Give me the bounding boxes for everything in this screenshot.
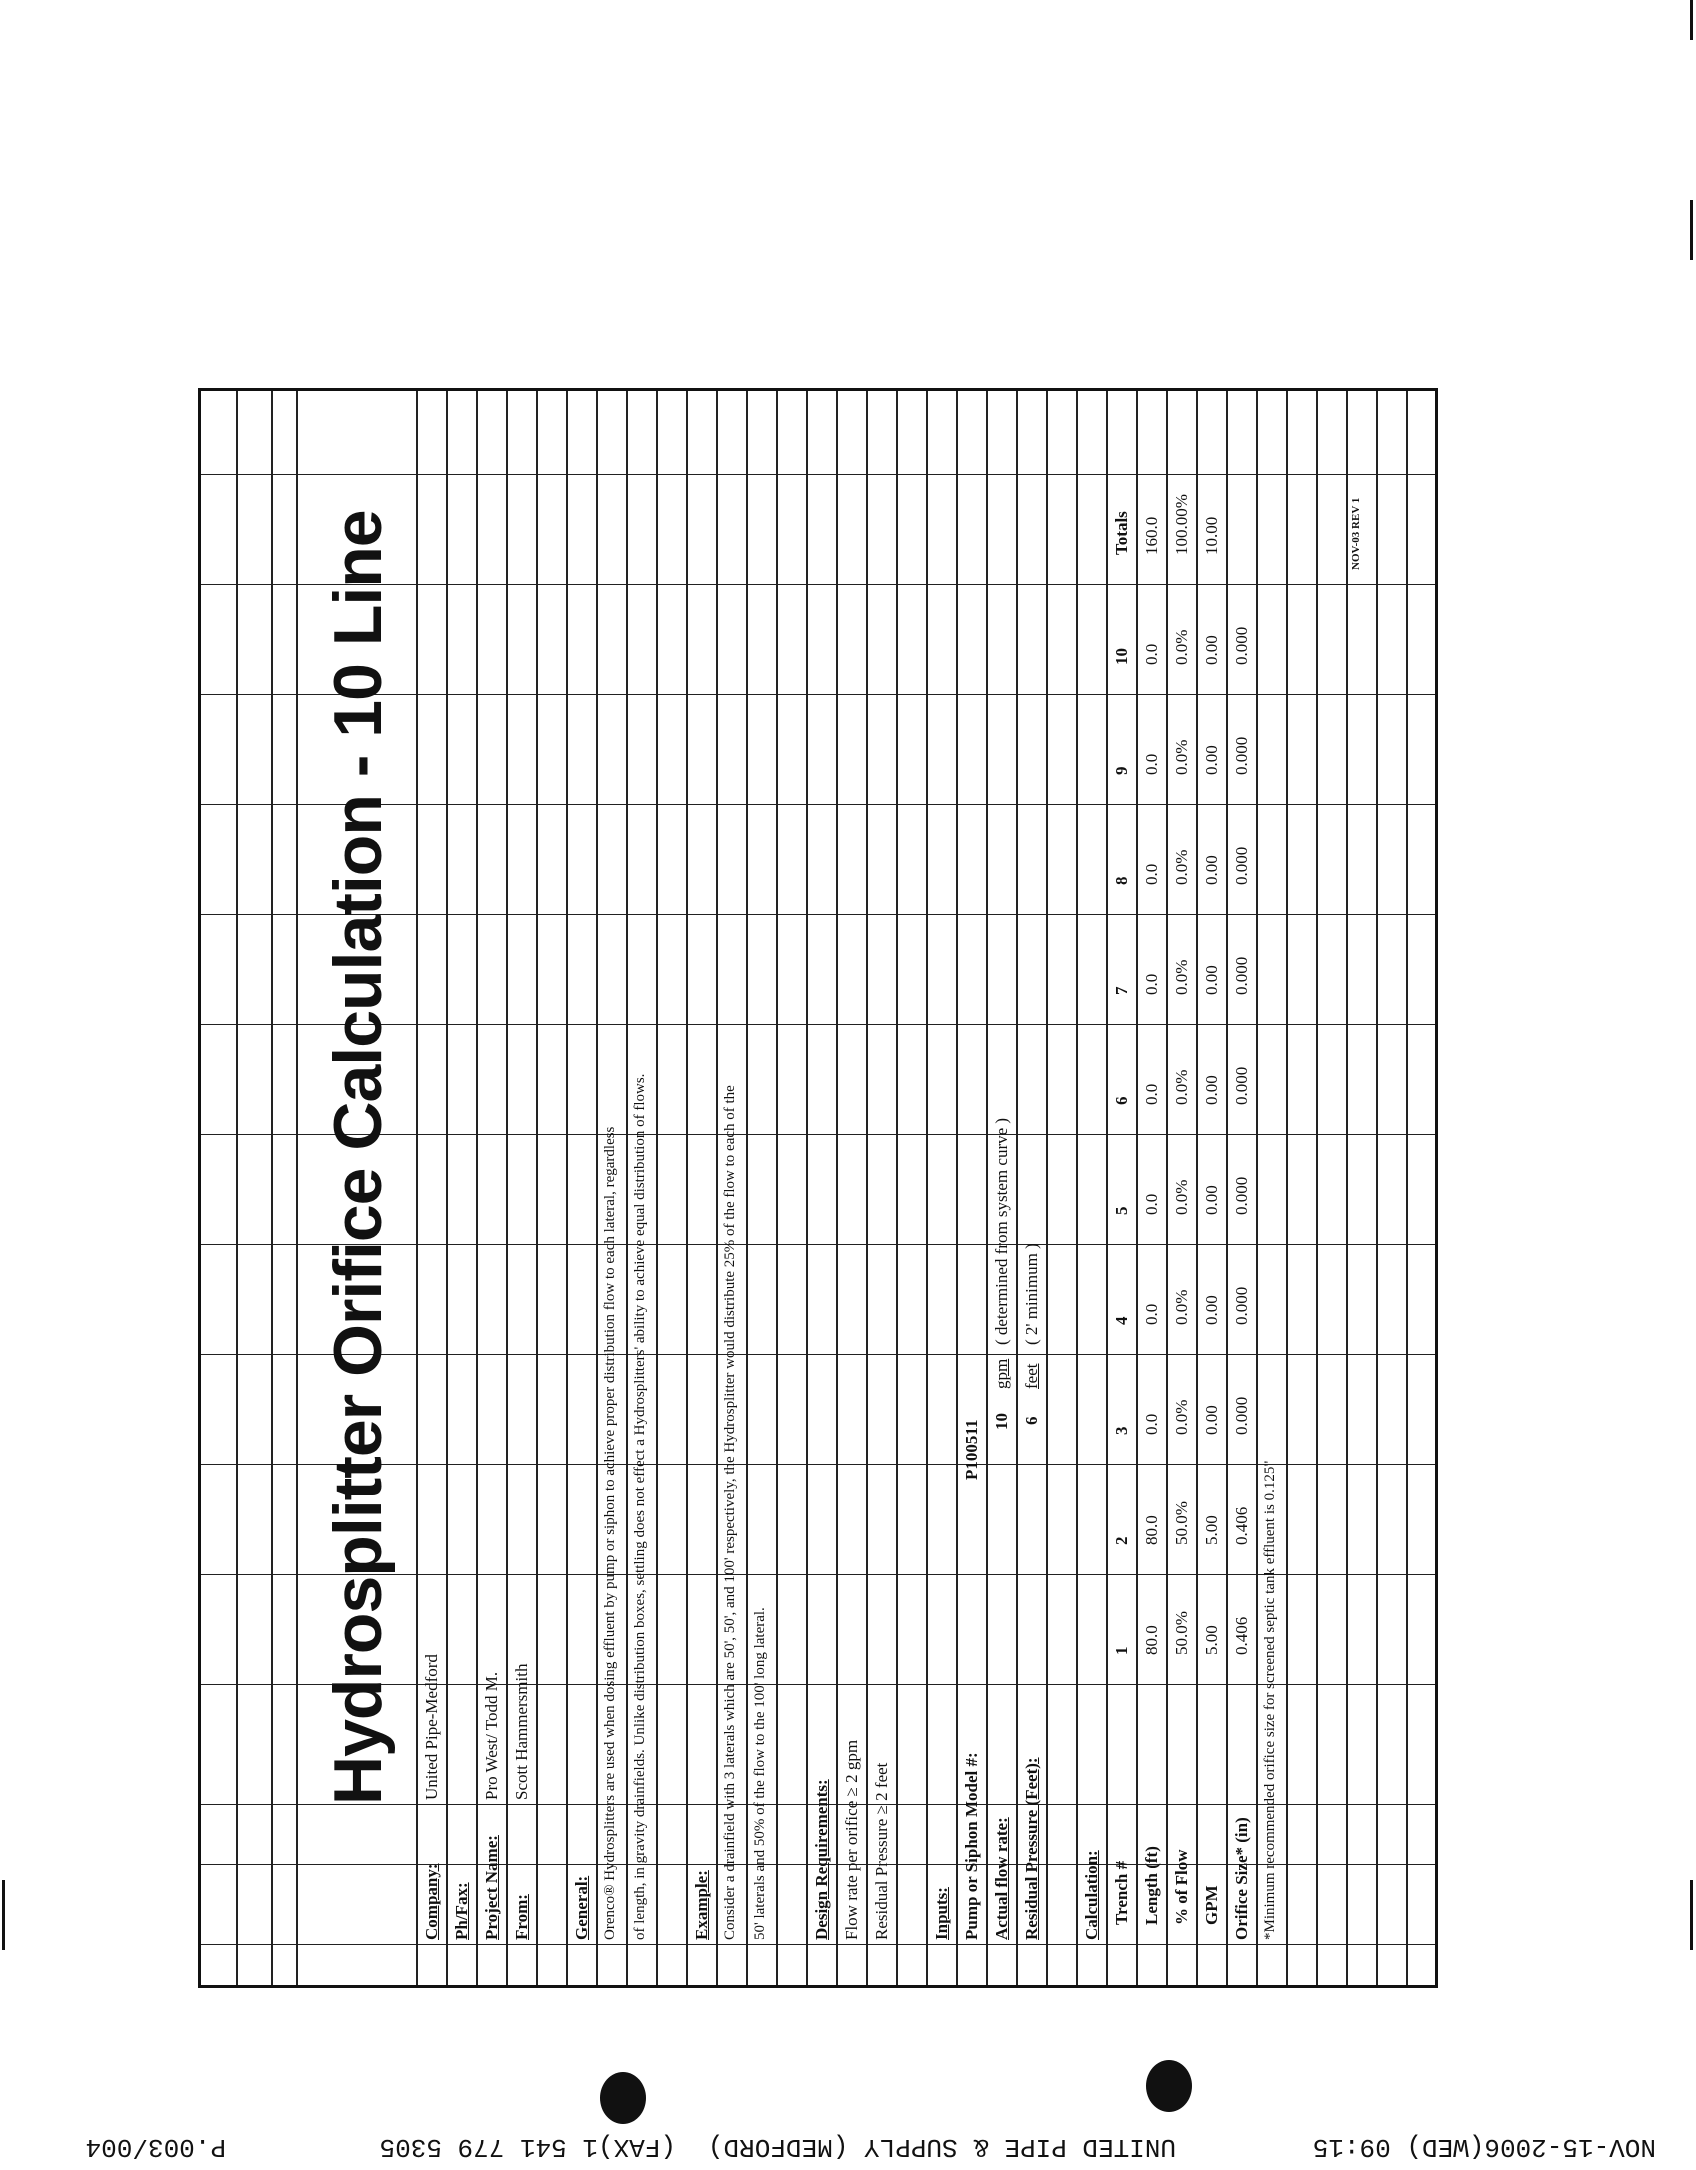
project-name-label: Project Name: xyxy=(482,1835,501,1940)
general-text-line-2: of length, in gravity drainfields. Unlike distribution boxes, settling does not effect a Hydrosplitters' ability to achieve equal distribution of flows. xyxy=(632,1073,648,1940)
general-heading: General: xyxy=(572,1875,591,1940)
cell-trench-number: 1 xyxy=(1112,1646,1131,1655)
project-name-value: Pro West/ Todd M. xyxy=(482,1671,501,1800)
pump-model-label: Pump or Siphon Model #: xyxy=(962,1752,981,1940)
design-requirements-heading: Design Requirements: xyxy=(812,1779,831,1940)
cell-percent-flow: 100.00% xyxy=(1172,494,1191,555)
scan-edge-mark xyxy=(2,1880,5,1950)
design-requirement-pressure: Residual Pressure ≥ 2 feet xyxy=(872,1762,891,1940)
row-label-gpm: GPM xyxy=(1202,1885,1221,1925)
cell-gpm: 0.00 xyxy=(1202,635,1221,665)
fax-page-count: P.003/004 xyxy=(85,2132,226,2162)
flow-rate-value: 10 xyxy=(992,1413,1011,1430)
cell-percent-flow: 0.0% xyxy=(1172,1069,1191,1105)
cell-gpm: 5.00 xyxy=(1202,1515,1221,1545)
cell-gpm: 0.00 xyxy=(1202,965,1221,995)
cell-orifice-size: 0.406 xyxy=(1232,1616,1251,1655)
cell-gpm: 0.00 xyxy=(1202,745,1221,775)
cell-gpm: 0.00 xyxy=(1202,1075,1221,1105)
cell-percent-flow: 0.0% xyxy=(1172,1289,1191,1325)
phfax-label: Ph/Fax: xyxy=(452,1882,471,1940)
cell-length: 0.0 xyxy=(1142,863,1161,885)
worksheet-grid xyxy=(198,388,1438,1988)
fax-sender: UNITED PIPE & SUPPLY (MEDFORD) xyxy=(707,2132,1176,2162)
residual-pressure-label: Residual Pressure (Feet): xyxy=(1022,1757,1041,1940)
cell-length: 0.0 xyxy=(1142,1083,1161,1105)
cell-orifice-size: 0.000 xyxy=(1232,1396,1251,1435)
flow-rate-unit: gpm xyxy=(992,1358,1011,1389)
fax-number: (FAX)1 541 779 5305 xyxy=(379,2132,676,2162)
cell-length: 0.0 xyxy=(1142,1413,1161,1435)
company-label: Company: xyxy=(422,1863,441,1940)
cell-trench-number: Totals xyxy=(1112,511,1131,555)
page-title: Hydrosplitter Orifice Calculation - 10 Line xyxy=(320,510,396,1805)
example-text-line-2: 50' laterals and 50% of the flow to the 100' long lateral. xyxy=(752,1607,768,1940)
residual-pressure-unit: feet xyxy=(1022,1363,1041,1389)
cell-trench-number: 2 xyxy=(1112,1536,1131,1545)
cell-percent-flow: 50.0% xyxy=(1172,1501,1191,1545)
cell-gpm: 0.00 xyxy=(1202,1405,1221,1435)
rotated-worksheet xyxy=(198,388,1438,1988)
cell-orifice-size: 0.000 xyxy=(1232,956,1251,995)
footnote: *Minimum recommended orifice size for screened septic tank effluent is 0.125" xyxy=(1262,1460,1278,1940)
cell-percent-flow: 0.0% xyxy=(1172,1179,1191,1215)
punch-hole xyxy=(600,2072,646,2124)
cell-gpm: 5.00 xyxy=(1202,1625,1221,1655)
row-label-percent-flow: % of Flow xyxy=(1172,1849,1191,1925)
cell-trench-number: 10 xyxy=(1112,648,1131,665)
cell-length: 160.0 xyxy=(1142,516,1161,555)
scan-edge-mark xyxy=(1690,1880,1693,1950)
cell-length: 80.0 xyxy=(1142,1515,1161,1545)
from-value: Scott Hammersmith xyxy=(512,1663,531,1800)
cell-percent-flow: 0.0% xyxy=(1172,629,1191,665)
cell-trench-number: 5 xyxy=(1112,1206,1131,1215)
cell-length: 0.0 xyxy=(1142,643,1161,665)
scan-edge-mark xyxy=(1690,200,1693,260)
cell-length: 0.0 xyxy=(1142,1303,1161,1325)
residual-pressure-note: ( 2' minimum ) xyxy=(1022,1243,1041,1345)
cell-gpm: 0.00 xyxy=(1202,855,1221,885)
cell-orifice-size: 0.000 xyxy=(1232,626,1251,665)
cell-orifice-size: 0.000 xyxy=(1232,846,1251,885)
company-value: United Pipe-Medford xyxy=(422,1654,441,1800)
residual-pressure-value: 6 xyxy=(1022,1416,1041,1425)
calculation-heading: Calculation: xyxy=(1082,1850,1101,1940)
cell-percent-flow: 50.0% xyxy=(1172,1611,1191,1655)
scan-edge-mark xyxy=(1690,0,1693,40)
cell-trench-number: 7 xyxy=(1112,986,1131,995)
flow-rate-note: ( determined from system curve ) xyxy=(992,1117,1011,1345)
cell-percent-flow: 0.0% xyxy=(1172,849,1191,885)
cell-length: 80.0 xyxy=(1142,1625,1161,1655)
row-label-orifice-size: Orifice Size* (in) xyxy=(1232,1817,1251,1940)
from-label: From: xyxy=(512,1894,531,1940)
cell-length: 0.0 xyxy=(1142,1193,1161,1215)
revision-stamp: NOV-03 REV 1 xyxy=(1350,497,1362,570)
cell-length: 0.0 xyxy=(1142,753,1161,775)
cell-percent-flow: 0.0% xyxy=(1172,739,1191,775)
design-requirement-flow: Flow rate per orifice ≥ 2 gpm xyxy=(842,1739,861,1940)
example-text-line-1: Consider a drainfield with 3 laterals which are 50', 50', and 100' respectively, the Hydrosplitter would distribute 25% of the flow to each of the xyxy=(722,1085,738,1940)
cell-gpm: 0.00 xyxy=(1202,1185,1221,1215)
cell-trench-number: 8 xyxy=(1112,876,1131,885)
fax-header xyxy=(0,2132,1696,2162)
cell-orifice-size: 0.000 xyxy=(1232,1286,1251,1325)
cell-orifice-size: 0.406 xyxy=(1232,1506,1251,1545)
cell-orifice-size: 0.000 xyxy=(1232,1176,1251,1215)
row-label-length: Length (ft) xyxy=(1142,1846,1161,1925)
punch-hole xyxy=(1146,2060,1192,2112)
cell-gpm: 0.00 xyxy=(1202,1295,1221,1325)
cell-percent-flow: 0.0% xyxy=(1172,1399,1191,1435)
pump-model-value: P100511 xyxy=(962,1419,981,1480)
cell-trench-number: 6 xyxy=(1112,1096,1131,1105)
row-label-trench: Trench # xyxy=(1112,1860,1131,1925)
cell-gpm: 10.00 xyxy=(1202,516,1221,555)
inputs-heading: Inputs: xyxy=(932,1887,951,1940)
cell-percent-flow: 0.0% xyxy=(1172,959,1191,995)
cell-trench-number: 9 xyxy=(1112,766,1131,775)
cell-orifice-size: 0.000 xyxy=(1232,1066,1251,1105)
cell-orifice-size: 0.000 xyxy=(1232,736,1251,775)
cell-length: 0.0 xyxy=(1142,973,1161,995)
example-heading: Example: xyxy=(692,1870,711,1940)
cell-trench-number: 3 xyxy=(1112,1426,1131,1435)
cell-trench-number: 4 xyxy=(1112,1316,1131,1325)
fax-datetime: NOV-15-2006(WED) 09:15 xyxy=(1312,2132,1656,2162)
general-text-line-1: Orenco® Hydrosplitters are used when dosing effluent by pump or siphon to achieve proper distribution flow to each lateral, regardless xyxy=(602,1126,618,1940)
flow-rate-label: Actual flow rate: xyxy=(992,1817,1011,1940)
